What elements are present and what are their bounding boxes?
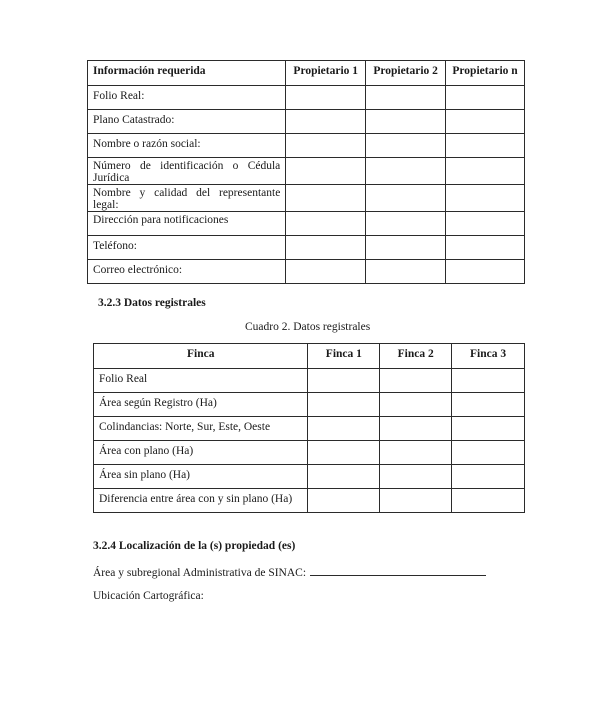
input-cell: [446, 236, 525, 260]
input-cell: [366, 86, 446, 110]
sinac-area-label: Área y subregional Administrativa de SINAC:: [93, 567, 307, 579]
input-cell: [366, 260, 446, 284]
input-cell: [286, 185, 366, 212]
input-cell: [286, 134, 366, 158]
input-cell: [446, 212, 525, 236]
input-cell: [380, 369, 452, 393]
row-label: Nombre o razón social:: [88, 134, 286, 158]
input-cell: [286, 158, 366, 185]
input-cell: [308, 369, 380, 393]
row-label: Área sin plano (Ha): [94, 465, 308, 489]
input-cell: [366, 110, 446, 134]
header-finca-1: Finca 1: [308, 344, 380, 369]
input-cell: [308, 465, 380, 489]
input-cell: [308, 393, 380, 417]
table-row: [94, 417, 525, 441]
table-row: [94, 393, 525, 417]
input-cell: [380, 441, 452, 465]
input-cell: [452, 441, 525, 465]
input-cell: [452, 369, 525, 393]
row-label: Número de identificación o Cédula Jurídica: [88, 158, 286, 185]
table-row: [94, 465, 525, 489]
table-row: [88, 185, 525, 212]
header-propietario-n: Propietario n: [446, 61, 525, 86]
table-header-row: [88, 61, 525, 86]
input-cell: [452, 489, 525, 513]
input-cell: [366, 212, 446, 236]
input-cell: [380, 489, 452, 513]
header-finca-3: Finca 3: [452, 344, 525, 369]
input-cell: [366, 134, 446, 158]
header-finca-2: Finca 2: [380, 344, 452, 369]
input-cell: [446, 134, 525, 158]
owner-info-table: [87, 60, 525, 284]
row-label: Nombre y calidad del representante legal:: [88, 185, 286, 212]
row-label: Folio Real:: [88, 86, 286, 110]
input-cell: [380, 465, 452, 489]
input-cell: [308, 417, 380, 441]
row-label: Colindancias: Norte, Sur, Este, Oeste: [94, 417, 308, 441]
input-cell: [446, 260, 525, 284]
row-label: Área con plano (Ha): [94, 441, 308, 465]
row-label: Plano Catastrado:: [88, 110, 286, 134]
table-caption: Cuadro 2. Datos registrales: [245, 321, 371, 333]
input-cell: [380, 393, 452, 417]
table-row: [88, 260, 525, 284]
section-heading-localizacion: 3.2.4 Localización de la (s) propiedad (es): [93, 540, 296, 552]
input-cell: [380, 417, 452, 441]
table-row: [88, 158, 525, 185]
table-row: [94, 369, 525, 393]
row-label: Teléfono:: [88, 236, 286, 260]
input-cell: [366, 158, 446, 185]
header-informacion-requerida: Información requerida: [88, 61, 286, 86]
input-cell: [452, 417, 525, 441]
input-cell: [286, 236, 366, 260]
sinac-area-blank-line: [310, 565, 486, 576]
header-propietario-2: Propietario 2: [366, 61, 446, 86]
table-header-row: [94, 344, 525, 369]
input-cell: [446, 185, 525, 212]
row-label: Correo electrónico:: [88, 260, 286, 284]
table-row: [94, 441, 525, 465]
ubicacion-cartografica-label: Ubicación Cartográfica:: [93, 590, 204, 602]
input-cell: [286, 212, 366, 236]
sinac-area-field: [93, 565, 486, 579]
input-cell: [452, 465, 525, 489]
input-cell: [446, 86, 525, 110]
table-row: [88, 110, 525, 134]
input-cell: [286, 86, 366, 110]
table-row: [88, 134, 525, 158]
input-cell: [366, 236, 446, 260]
row-label: Área según Registro (Ha): [94, 393, 308, 417]
table-row: [94, 489, 525, 513]
table-row: [88, 236, 525, 260]
input-cell: [366, 185, 446, 212]
input-cell: [308, 441, 380, 465]
input-cell: [446, 110, 525, 134]
table-row: [88, 212, 525, 236]
header-propietario-1: Propietario 1: [286, 61, 366, 86]
input-cell: [286, 260, 366, 284]
registry-data-table: [93, 343, 525, 513]
input-cell: [452, 393, 525, 417]
row-label: Dirección para notificaciones: [88, 212, 286, 236]
input-cell: [286, 110, 366, 134]
input-cell: [446, 158, 525, 185]
header-finca: Finca: [94, 344, 308, 369]
row-label: Folio Real: [94, 369, 308, 393]
table-row: [88, 86, 525, 110]
section-heading-datos-registrales: 3.2.3 Datos registrales: [98, 297, 206, 309]
ubicacion-cartografica-field: [93, 590, 204, 602]
input-cell: [308, 489, 380, 513]
row-label: Diferencia entre área con y sin plano (Ha): [94, 489, 308, 513]
